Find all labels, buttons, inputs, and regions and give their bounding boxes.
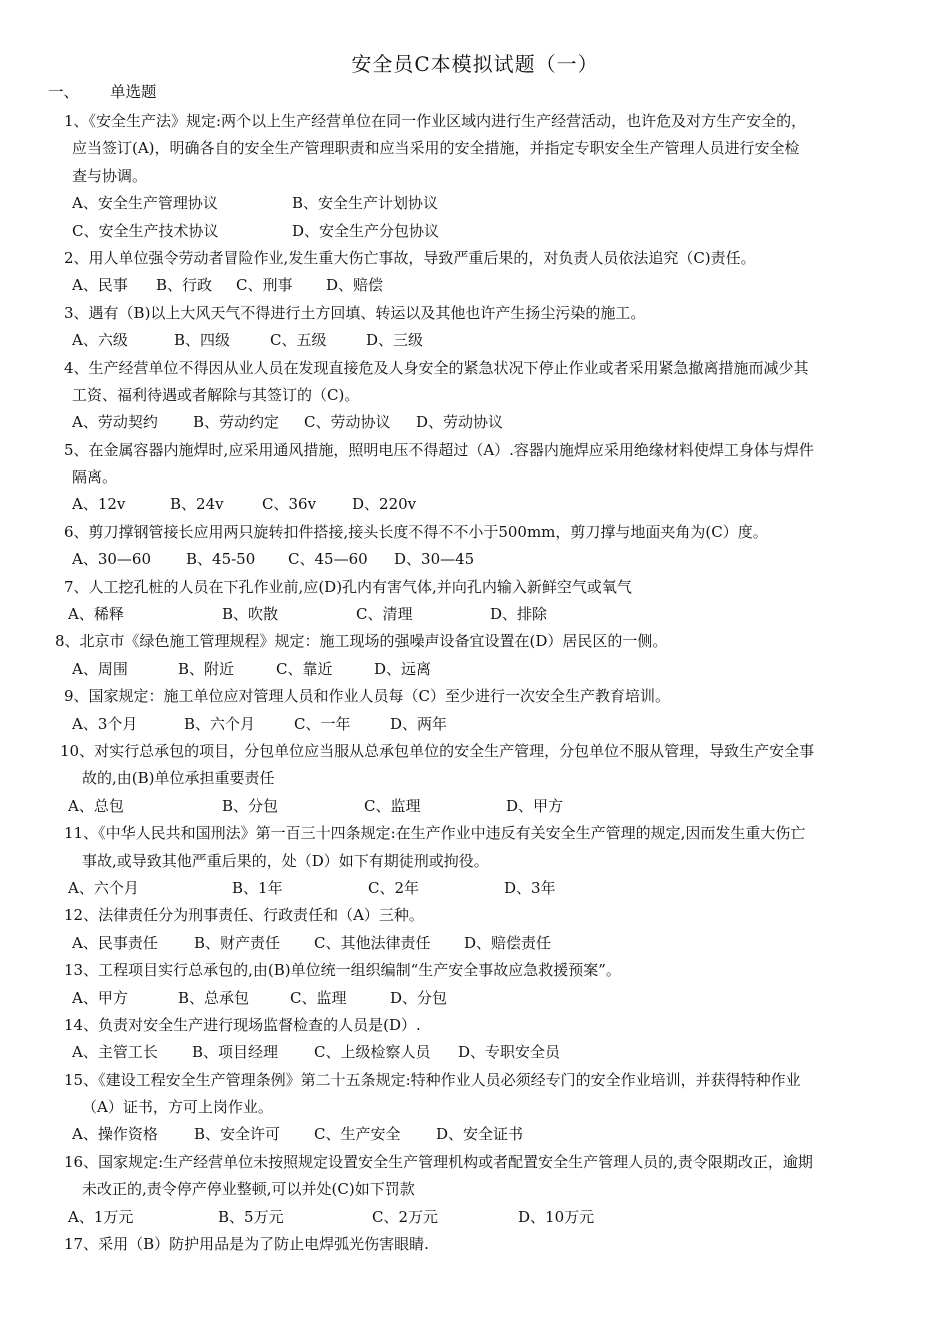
question-text-line: 12、法律责任分为刑事责任、行政责任和（A）三种。	[64, 906, 424, 925]
question-13	[0, 957, 950, 1012]
option-d: D、专职安全员	[458, 1043, 561, 1062]
option-row	[0, 875, 950, 902]
question-text-line: 2、用人单位强令劳动者冒险作业,发生重大伤亡事故，导致严重后果的，对负责人员依法追究（C)责任。	[64, 248, 756, 267]
option-c: C、清理	[356, 605, 413, 624]
section-number: 一、	[48, 83, 80, 101]
section-heading	[48, 80, 157, 102]
option-c: C、生产安全	[314, 1125, 401, 1144]
option-c: C、劳动协议	[304, 413, 391, 432]
option-a: A、主管工长	[72, 1043, 158, 1062]
question-16	[0, 1149, 950, 1231]
option-a: A、周围	[72, 659, 128, 678]
section-label: 单选题	[110, 83, 157, 101]
question-4	[0, 355, 950, 437]
option-c: C、刑事	[236, 276, 293, 295]
question-text-line: 15、《建设工程安全生产管理条例》第二十五条规定:特种作业人员必须经专门的安全作业培训，并获得特种作业	[64, 1070, 801, 1089]
question-text-line: 8、北京市《绿色施工管理规程》规定：施工现场的强噪声设备宜设置在(D）居民区的一侧。	[55, 632, 668, 651]
option-b: B、45-50	[186, 550, 256, 569]
option-c: C、其他法律责任	[314, 933, 431, 952]
option-d: D、排除	[490, 605, 548, 624]
option-c: C、45—60	[288, 550, 368, 569]
question-text-line: 1、《安全生产法》规定:两个以上生产经营单位在同一作业区域内进行生产经营活动，也许危及对方生产安全的，	[64, 112, 807, 130]
option-c: C、上级检察人员	[314, 1043, 431, 1062]
option-d: D、两年	[390, 714, 448, 733]
question-14	[0, 1012, 950, 1067]
option-row	[0, 1039, 950, 1066]
option-row	[0, 1121, 950, 1148]
option-d: D、远离	[374, 659, 432, 678]
option-a: A、民事责任	[72, 933, 158, 952]
option-d: D、安全证书	[436, 1125, 524, 1144]
option-row	[0, 327, 950, 354]
option-d: D、10万元	[518, 1207, 595, 1226]
option-c: C、2年	[368, 878, 420, 897]
option-a: A、30—60	[72, 550, 152, 569]
option-a: A、1万元	[68, 1207, 134, 1226]
option-a: A、总包	[68, 796, 124, 815]
question-10	[0, 738, 950, 820]
question-12	[0, 902, 950, 957]
question-text-line: 查与协调。	[72, 166, 148, 185]
option-b: B、项目经理	[192, 1043, 279, 1062]
option-d: D、3年	[504, 878, 556, 897]
question-text-line: 14、负责对安全生产进行现场监督检查的人员是(D）.	[64, 1015, 421, 1034]
option-a: A、12v	[72, 495, 126, 514]
option-d: D、赔偿责任	[464, 933, 552, 952]
option-b: B、安全生产计划协议	[292, 194, 439, 213]
option-row	[0, 711, 950, 738]
option-row	[0, 491, 950, 518]
option-row	[0, 793, 950, 820]
option-d: D、赔偿	[326, 276, 384, 295]
question-8	[0, 628, 950, 683]
option-b: D、安全生产分包协议	[292, 221, 440, 240]
option-b: B、四级	[174, 331, 231, 350]
question-text-line: 5、在金属容器内施焊时,应采用通风措施，照明电压不得超过（A）.容器内施焊应采用绝缘材料使焊工身体与焊件	[64, 440, 814, 459]
option-b: B、吹散	[222, 605, 279, 624]
option-b: B、财产责任	[194, 933, 281, 952]
option-a: A、3个月	[72, 714, 138, 733]
option-c: C、监理	[290, 988, 347, 1007]
option-b: B、5万元	[218, 1207, 284, 1226]
question-11	[0, 820, 950, 902]
option-b: B、劳动约定	[193, 413, 280, 432]
question-text-line: 10、对实行总承包的项目，分包单位应当服从总承包单位的安全生产管理，分包单位不服从管理，导致生产安全事	[60, 741, 815, 760]
question-text-line: 工资、福利待遇或者解除与其签订的（C)。	[72, 385, 360, 404]
question-2	[0, 245, 950, 300]
question-list	[0, 108, 950, 1258]
question-text-line: 事故,或导致其他严重后果的，处（D）如下有期徒刑或拘役。	[82, 851, 489, 870]
option-b: B、1年	[232, 878, 283, 897]
question-text-line: 未改正的,责令停产停业整顿,可以并处(C)如下罚款	[82, 1180, 415, 1199]
question-text-line: 应当签订(A)，明确各自的安全生产管理职责和应当采用的安全措施，并指定专职安全生产管理人员进行安全检	[72, 139, 800, 158]
option-d: D、三级	[366, 331, 424, 350]
question-3	[0, 300, 950, 355]
question-text-line: 9、国家规定：施工单位应对管理人员和作业人员每（C）至少进行一次安全生产教育培训。	[64, 687, 671, 706]
option-c: C、监理	[364, 796, 421, 815]
option-row	[0, 1204, 950, 1231]
option-c: C、五级	[270, 331, 327, 350]
page-title: 安全员C本模拟试题（一）	[351, 52, 599, 76]
option-d: D、分包	[390, 988, 448, 1007]
question-text-line: 16、国家规定:生产经营单位未按照规定设置安全生产管理机构或者配置安全生产管理人员的,责令限期改正，逾期	[64, 1152, 813, 1171]
option-row	[0, 190, 950, 217]
question-5	[0, 437, 950, 519]
option-row	[0, 985, 950, 1012]
option-row	[0, 930, 950, 957]
question-7	[0, 574, 950, 629]
option-a: C、安全生产技术协议	[72, 221, 219, 240]
option-row	[0, 546, 950, 573]
question-text-line: 4、生产经营单位不得因从业人员在发现直接危及人身安全的紧急状况下停止作业或者采用紧急撤离措施而减少其	[64, 358, 809, 377]
option-d: D、220v	[352, 495, 417, 514]
question-text-line: （A）证书，方可上岗作业。	[82, 1098, 273, 1117]
option-a: A、操作资格	[72, 1125, 158, 1144]
option-c: C、靠近	[276, 659, 333, 678]
question-text-line: 13、工程项目实行总承包的,由(B)单位统一组织编制“生产安全事故应急救援预案”。	[64, 961, 621, 980]
option-a: A、民事	[72, 276, 128, 295]
option-a: A、劳动契约	[72, 413, 158, 432]
option-b: B、行政	[156, 276, 213, 295]
question-text-line: 11、《中华人民共和国刑法》第一百三十四条规定:在生产作业中违反有关安全生产管理的规定,因而发生重大伤亡	[64, 824, 806, 843]
option-a: A、安全生产管理协议	[72, 194, 218, 213]
question-6	[0, 519, 950, 574]
option-row	[0, 601, 950, 628]
question-text-line: 7、人工挖孔桩的人员在下孔作业前,应(D)孔内有害气体,并向孔内输入新鲜空气或氧气	[64, 577, 632, 596]
option-a: A、甲方	[72, 988, 128, 1007]
option-row	[0, 409, 950, 436]
option-b: B、附近	[178, 659, 235, 678]
question-text-line: 隔离。	[72, 468, 118, 487]
option-b: B、24v	[170, 495, 224, 514]
option-d: D、甲方	[506, 796, 564, 815]
option-a: A、六个月	[68, 878, 139, 897]
option-row	[0, 272, 950, 299]
option-c: C、2万元	[372, 1207, 439, 1226]
question-text-line: 故的,由(B)单位承担重要责任	[82, 769, 275, 788]
question-1	[0, 108, 950, 245]
question-15	[0, 1067, 950, 1149]
option-row	[0, 218, 950, 245]
option-c: C、36v	[262, 495, 317, 514]
question-17	[0, 1231, 950, 1258]
option-a: A、六级	[72, 331, 128, 350]
option-d: D、30—45	[394, 550, 475, 569]
question-text-line: 6、剪刀撑钢管接长应用两只旋转扣件搭接,接头长度不得不不小于500mm，剪刀撑与地面夹角为(C）度。	[64, 522, 768, 541]
option-a: A、稀释	[68, 605, 124, 624]
question-text-line: 3、遇有（B)以上大风天气不得进行土方回填、转运以及其他也许产生扬尘污染的施工。	[64, 303, 646, 322]
option-c: C、一年	[294, 714, 351, 733]
option-d: D、劳动协议	[416, 413, 504, 432]
option-row	[0, 656, 950, 683]
question-text-line: 17、采用（B）防护用品是为了防止电焊弧光伤害眼睛.	[64, 1235, 429, 1254]
question-9	[0, 683, 950, 738]
option-b: B、安全许可	[194, 1125, 281, 1144]
option-b: B、六个月	[184, 714, 256, 733]
option-b: B、总承包	[178, 988, 250, 1007]
option-b: B、分包	[222, 796, 279, 815]
